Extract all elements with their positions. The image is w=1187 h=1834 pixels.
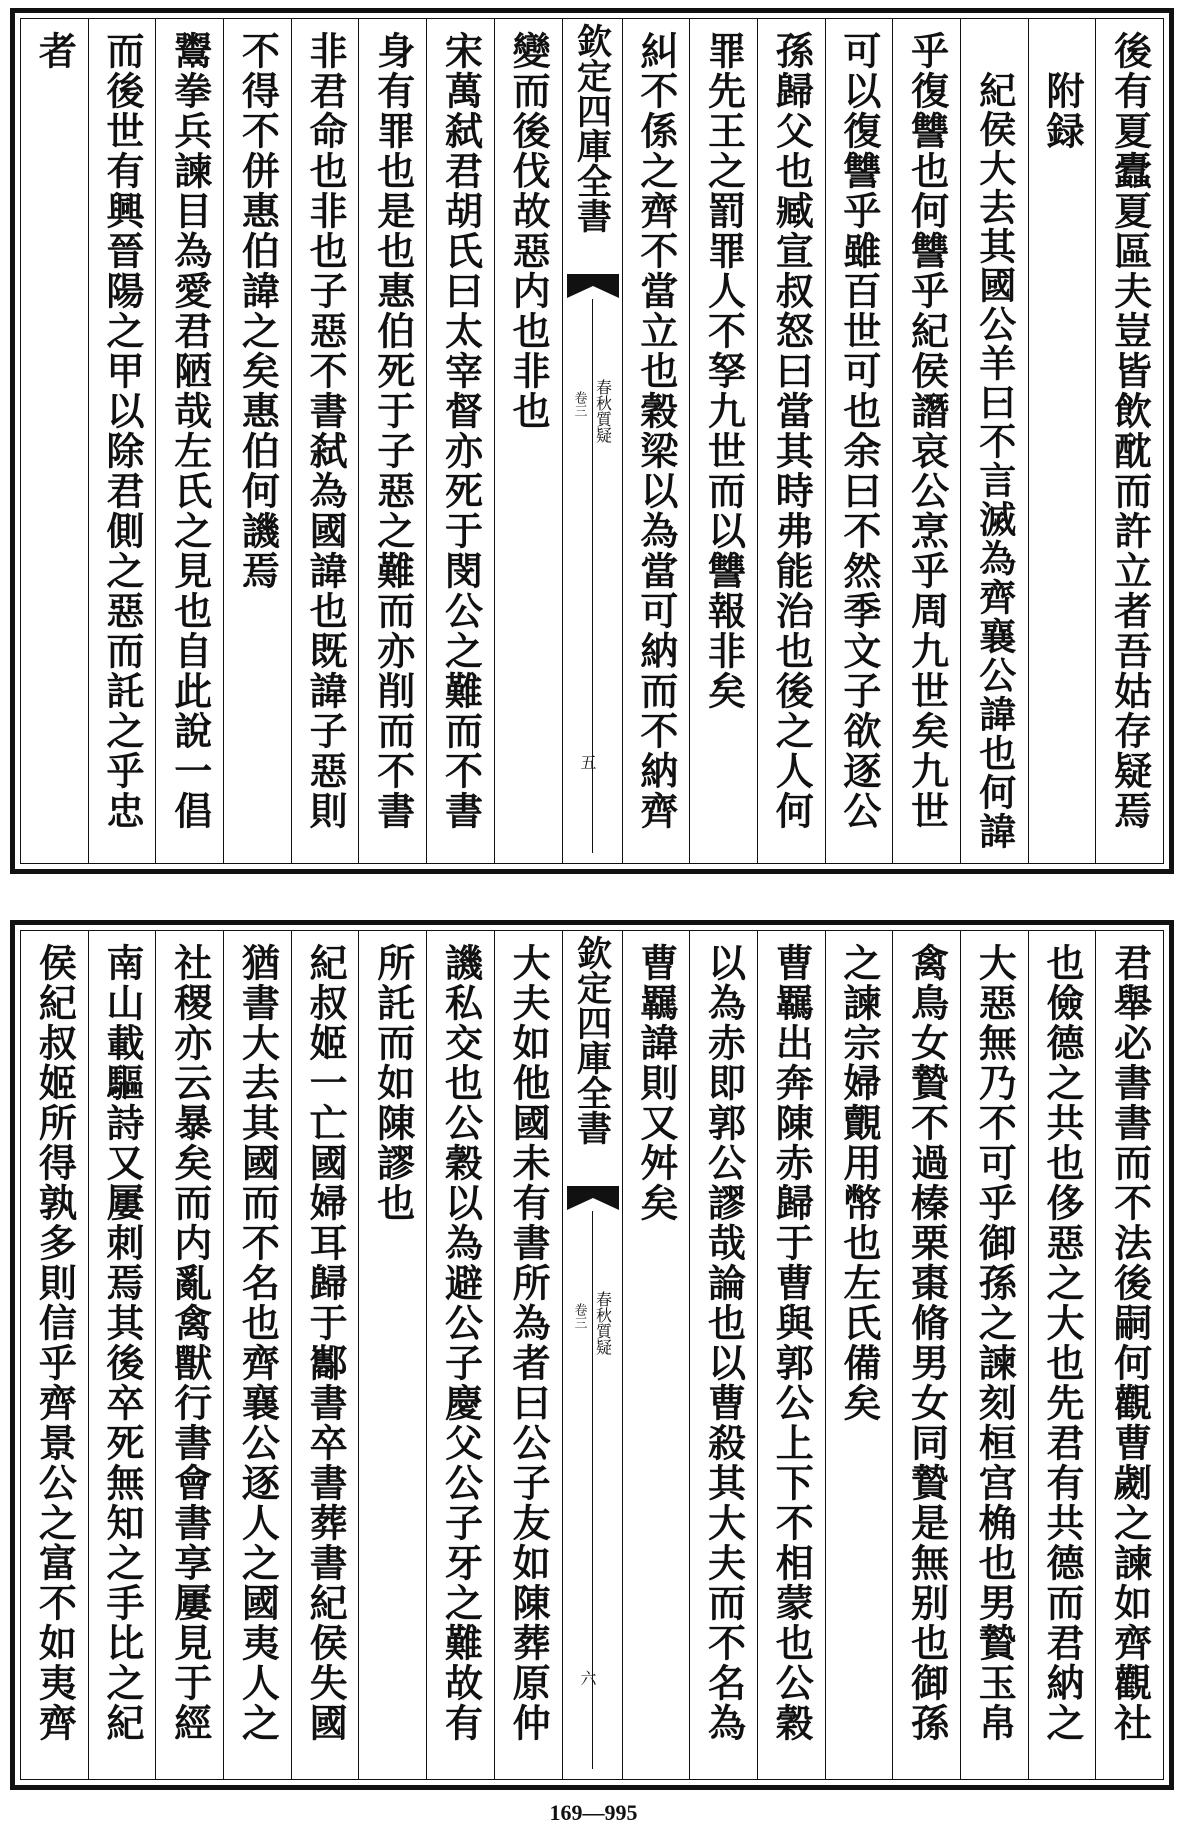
text-column: 之諫宗婦覿用幣也左氏備矣: [825, 931, 893, 1779]
lower-page-columns: [21, 931, 1163, 1779]
library-title: 欽定四庫全書: [571, 935, 613, 1145]
text-column: 者: [32, 31, 78, 71]
text-column: 南山載驅詩又屢刺焉其後卒死無知之手比之紀: [88, 931, 156, 1779]
text-column: 以為赤即郭公謬哉論也以曹殺其大夫而不名為: [689, 931, 757, 1779]
upper-page-columns: [21, 19, 1163, 863]
text-column: 而後世有興晉陽之甲以除君側之惡而託之乎忠: [88, 19, 156, 863]
text-column: 所託而如陳謬也: [358, 931, 426, 1779]
text-column: 社稷亦云暴矣而内亂禽獸行書會書享屢見于經: [155, 931, 223, 1779]
text-column: 變而後伐故惡内也非也: [494, 19, 562, 863]
text-column: 可以復讐乎雖百世可也余曰不然季文子欲逐公: [825, 19, 893, 863]
center-fold: [562, 931, 622, 1779]
folio-number: 六: [580, 1669, 597, 1688]
text-column: 宋萬弑君胡氏曰太宰督亦死于閔公之難而不書: [426, 19, 494, 863]
book-title: 春秋質疑: [593, 1291, 613, 1355]
fish-tail-mark: [567, 1186, 619, 1210]
juan-label: 卷三: [571, 391, 587, 417]
text-column: 乎復讐也何讐乎紀侯譖哀公烹乎周九世矣九世: [892, 19, 960, 863]
text-column: 禽鳥女贄不過榛栗棗脩男女同贄是無别也御孫: [892, 931, 960, 1779]
text-column: 大惡無乃不可乎御孫之諫刻桓宫桷也男贄玉帛: [960, 931, 1028, 1779]
upper-page-frame: [20, 18, 1164, 864]
text-column: 鬻拳兵諫目為愛君陋哉左氏之見也自此說一倡: [155, 19, 223, 863]
text-column: 也儉德之共也侈惡之大也先君有共德而君納之: [1028, 931, 1096, 1779]
text-column: 紀侯大去其國公羊曰不言滅為齊襄公諱也何諱: [960, 19, 1028, 863]
text-column: 曹羈諱則又舛矣: [622, 931, 690, 1779]
text-column: 曹羈出奔陳赤歸于曹與郭公上下不相蒙也公穀: [757, 931, 825, 1779]
text-column: 不得不併惠伯諱之矣惠伯何譏焉: [223, 19, 291, 863]
text-column: 紀叔姬一亡國婦耳歸于酅書卒書葬書紀侯失國: [291, 931, 359, 1779]
text-column: 後有夏蠹夏區夫豈皆飲酖而許立者吾姑存疑焉: [1095, 19, 1163, 863]
text-column: 譏私交也公穀以為避公子慶父公子牙之難故有: [426, 931, 494, 1779]
text-column: 大夫如他國未有書所為者曰公子友如陳葬原仲: [494, 931, 562, 1779]
text-column: 非君命也非也子惡不書弑為國諱也既諱子惡則: [291, 19, 359, 863]
fish-tail-mark: [567, 274, 619, 298]
text-column: 侯紀叔姬所得孰多則信乎齊景公之富不如夷齊: [32, 943, 78, 1743]
juan-label: 卷三: [571, 1303, 587, 1329]
text-column: 糾不係之齊不當立也穀梁以為當可納而不納齊: [622, 19, 690, 863]
text-column: 附録: [1028, 19, 1096, 863]
upper-page: [10, 8, 1174, 874]
folio-number: 五: [580, 753, 597, 772]
text-column: 罪先王之罰罪人不孥九世而以讐報非矣: [689, 19, 757, 863]
center-fold: [562, 19, 622, 863]
text-column: 身有罪也是也惠伯死于子惡之難而亦削而不書: [358, 19, 426, 863]
text-column: 君舉必書書而不法後嗣何觀曹劌之諫如齊觀社: [1095, 931, 1163, 1779]
lower-page-frame: [20, 930, 1164, 1780]
lower-page: [10, 920, 1174, 1790]
text-column: 猶書大去其國而不名也齊襄公逐人之國夷人之: [223, 931, 291, 1779]
book-title: 春秋質疑: [593, 379, 613, 443]
library-title: 欽定四庫全書: [571, 23, 613, 233]
text-column: 孫歸父也臧宣叔怒曰當其時弗能治也後之人何: [757, 19, 825, 863]
page-number: 169—995: [549, 1800, 638, 1825]
